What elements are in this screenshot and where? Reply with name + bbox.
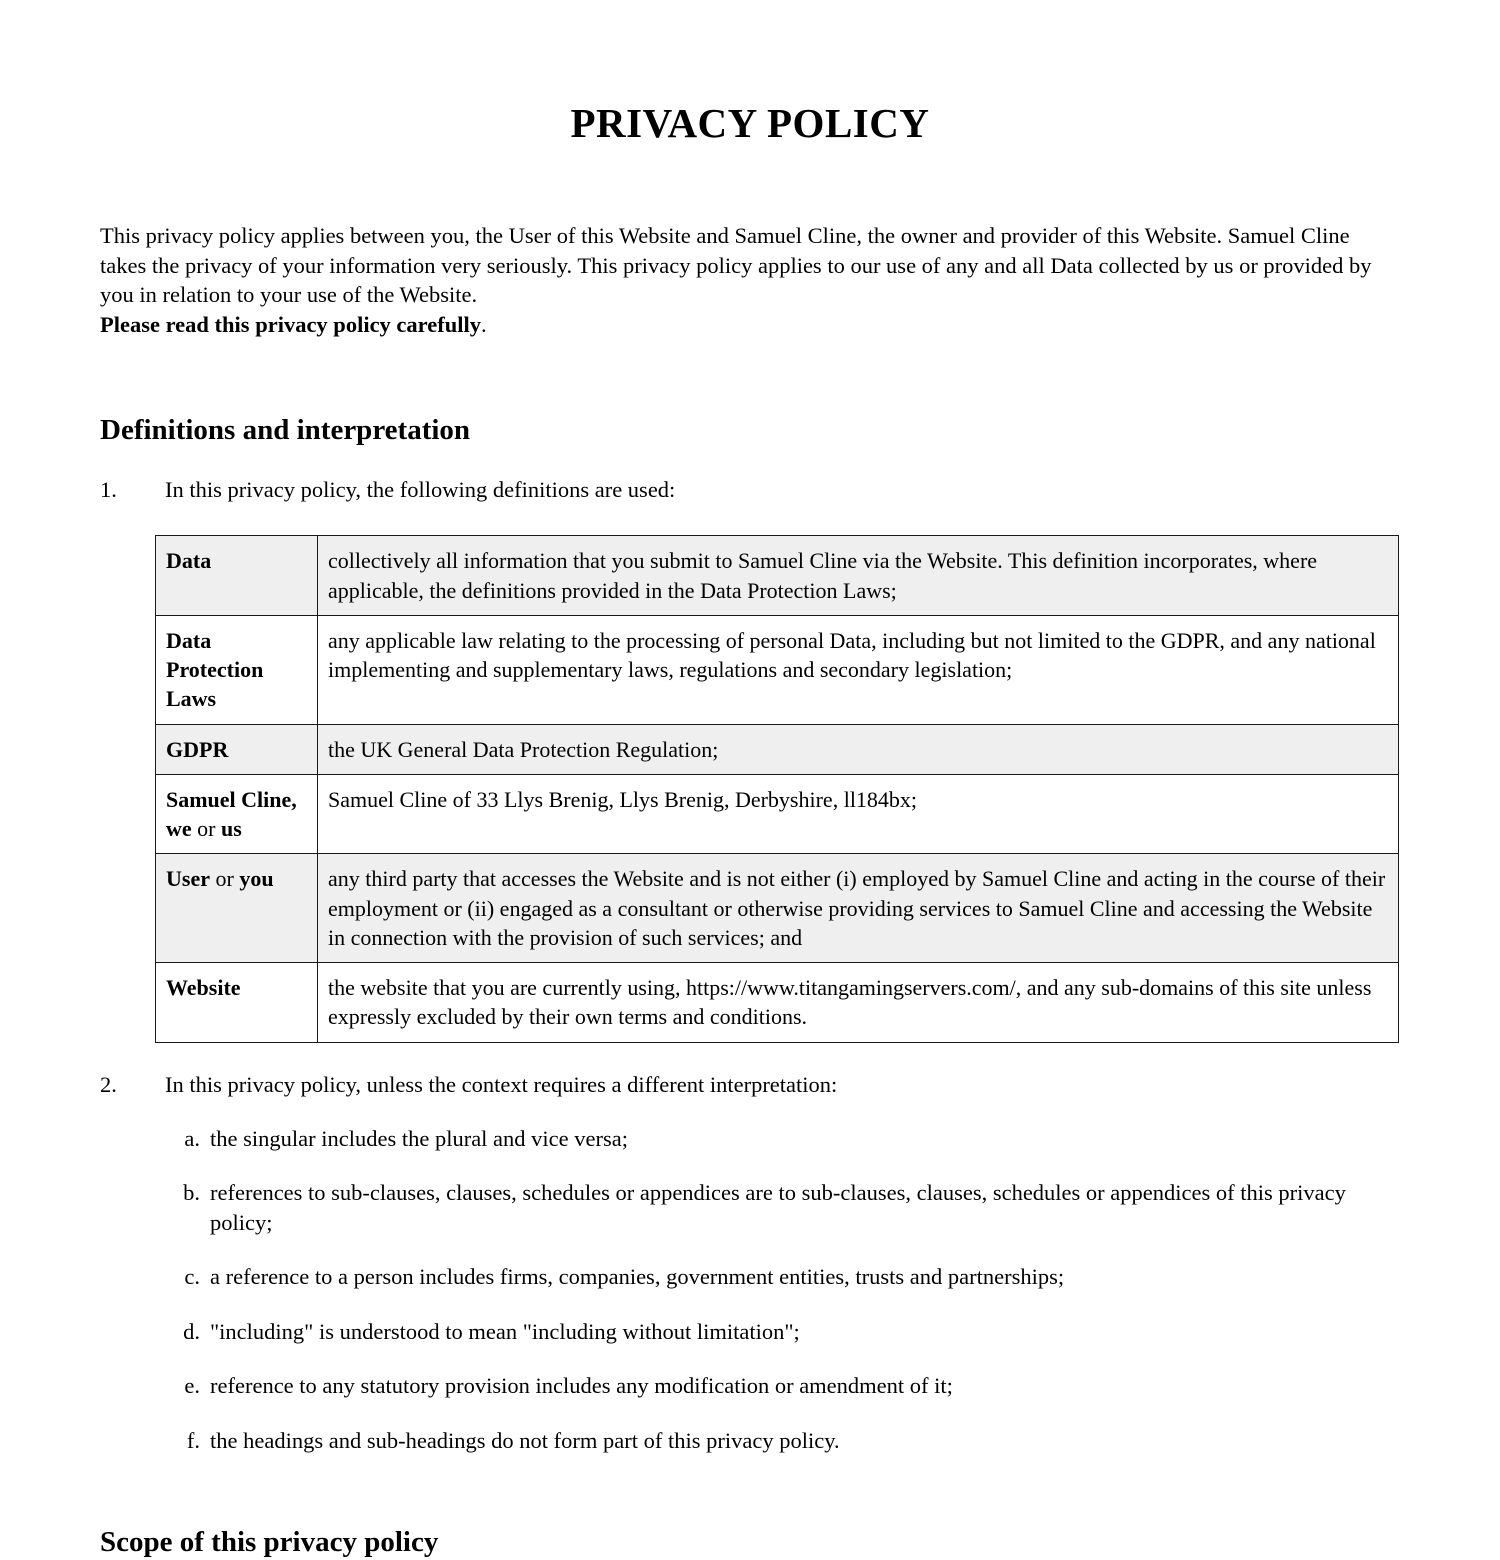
list-item xyxy=(100,1401,1400,1455)
list-item-marker: a. xyxy=(184,1126,200,1151)
table-row xyxy=(156,963,1399,1043)
clause-2-number: 2. xyxy=(100,1071,117,1097)
list-item-text: reference to any statutory provision includes any modification or amendment of it; xyxy=(210,1373,953,1399)
list-item-text: "including" is understood to mean "including without limitation"; xyxy=(210,1318,800,1344)
clause-2 xyxy=(100,1043,1400,1099)
table-row xyxy=(156,536,1399,616)
definition-term: GDPR xyxy=(156,724,318,774)
list-item-marker: d. xyxy=(183,1318,200,1344)
page-title: PRIVACY POLICY xyxy=(570,100,930,146)
definition-term-alias-1: we xyxy=(166,816,192,842)
heading-definitions-and-interpretation: Definitions and interpretation xyxy=(100,414,471,447)
list-item-text: references to sub-clauses, clauses, schedules or appendices are to sub-clauses, clauses, schedules or appendices of this privacy policy; xyxy=(210,1180,1346,1235)
intro-emphasis-text: Please read this privacy policy carefully xyxy=(100,311,481,337)
definition-term-connector: or xyxy=(191,816,221,842)
definition-term-alias-2: us xyxy=(220,816,242,842)
list-item-marker: e. xyxy=(184,1373,200,1399)
intro-body-text: This privacy policy applies between you, the User of this Website and Samuel Cline, the owner and provider of this Website. Samuel Cline takes the privacy of your information very seriously. This privacy policy applies to our use of any and all Data collected by us or provided by you in relation to your use of the Website. xyxy=(100,223,1372,308)
definition-term-alias-2: you xyxy=(239,866,274,892)
definition-term: Website xyxy=(156,963,318,1043)
definitions-table-body xyxy=(156,536,1399,1042)
table-row xyxy=(156,724,1399,774)
list-item-text: the headings and sub-headings do not form part of this privacy policy. xyxy=(210,1427,840,1453)
definition-term: Data xyxy=(156,536,318,616)
heading-scope-of-this-privacy-policy: Scope of this privacy policy xyxy=(100,1526,439,1559)
clause-1-text: In this privacy policy, the following definitions are used: xyxy=(165,476,676,502)
intro-paragraph xyxy=(100,147,1400,339)
clause-1 xyxy=(100,448,1400,504)
definition-text: any third party that accesses the Website and is not either (i) employed by Samuel Cline and acting in the course of their employment or (ii) engaged as a consultant or otherwise providing services to Samuel Cline and accessing the Website in connection with the provision of such services; and xyxy=(318,854,1399,963)
list-item-text: the singular includes the plural and vice versa; xyxy=(210,1126,628,1151)
definition-text: the UK General Data Protection Regulation; xyxy=(318,724,1399,774)
list-item-marker: f. xyxy=(186,1427,200,1453)
table-row xyxy=(156,774,1399,854)
definition-term-connector: or xyxy=(209,866,240,892)
list-item xyxy=(100,1292,1400,1346)
definition-text: any applicable law relating to the processing of personal Data, including but not limited to the GDPR, and any national implementing and supplementary laws, regulations and secondary legislation; xyxy=(318,615,1399,724)
list-item-marker: b. xyxy=(183,1180,200,1206)
table-row xyxy=(156,615,1399,724)
definition-term xyxy=(156,774,318,854)
definition-term-main: User xyxy=(166,866,210,892)
definition-text: Samuel Cline of 33 Llys Brenig, Llys Brenig, Derbyshire, ll184bx; xyxy=(318,774,1399,854)
list-item-text: a reference to a person includes firms, companies, government entities, trusts and partnerships; xyxy=(210,1264,1065,1290)
definition-term-main: Samuel Cline, xyxy=(166,786,297,812)
list-item xyxy=(100,1237,1400,1291)
list-item xyxy=(100,1099,1400,1153)
clause-1-number: 1. xyxy=(100,476,117,502)
list-item-marker: c. xyxy=(184,1264,200,1290)
table-row xyxy=(156,854,1399,963)
definition-term xyxy=(156,854,318,963)
clause-2-sub-list xyxy=(100,1099,1400,1455)
definition-text: collectively all information that you submit to Samuel Cline via the Website. This definition incorporates, where applicable, the definitions provided in the Data Protection Laws; xyxy=(318,536,1399,616)
definitions-table xyxy=(155,535,1399,1042)
definition-term: Data Protection Laws xyxy=(156,615,318,724)
list-item xyxy=(100,1153,1400,1237)
definition-text: the website that you are currently using, https://www.titangamingservers.com/, and any sub-domains of this site unless expressly excluded by their own terms and conditions. xyxy=(318,963,1399,1043)
clause-2-text: In this privacy policy, unless the context requires a different interpretation: xyxy=(165,1071,838,1097)
intro-emphasis-period: . xyxy=(481,311,487,337)
list-item xyxy=(100,1346,1400,1400)
